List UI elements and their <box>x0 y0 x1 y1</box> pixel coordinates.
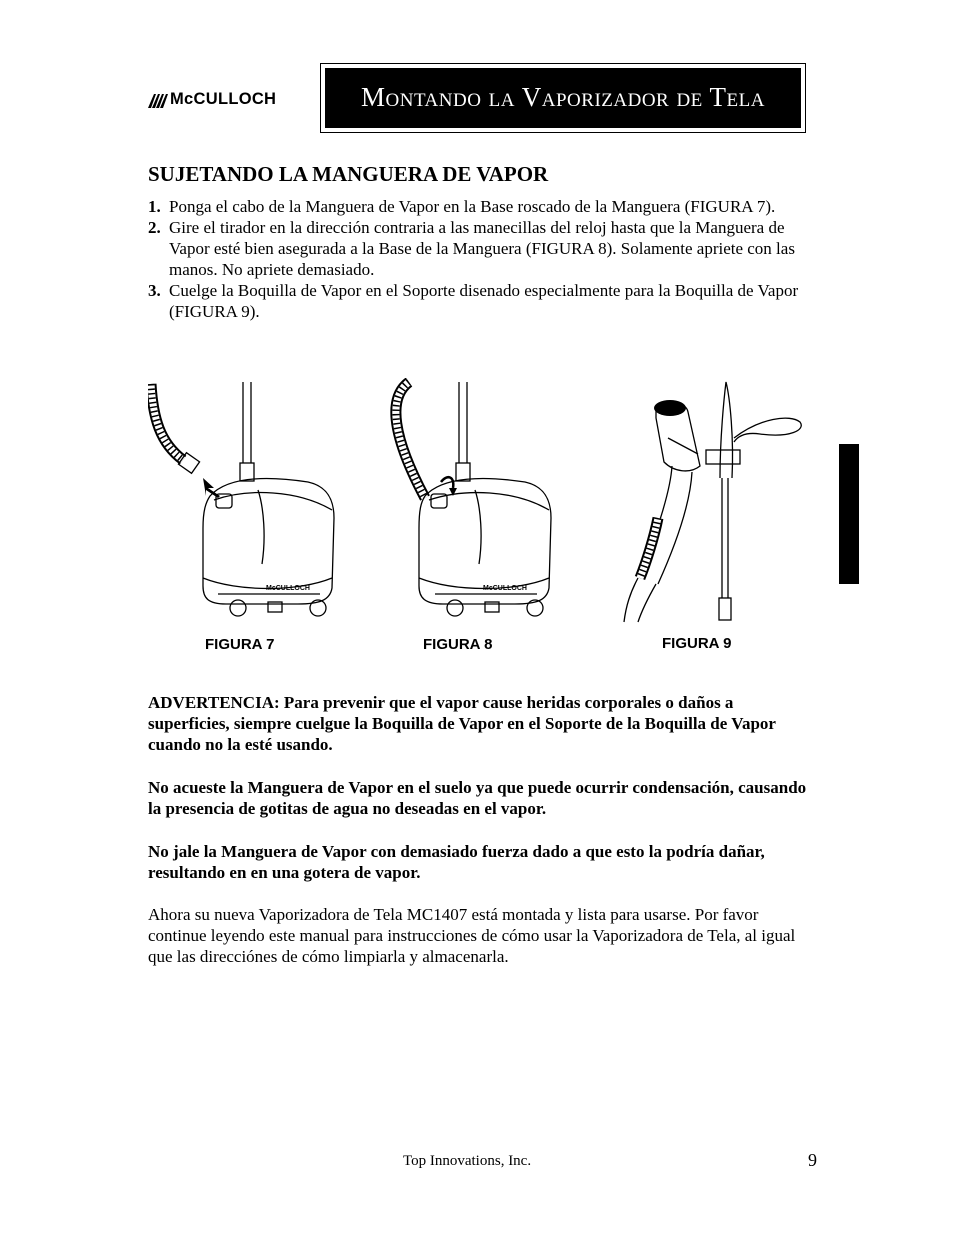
step-number: 1. <box>148 197 161 216</box>
section-tab-marker <box>839 444 859 584</box>
page-title: Montando la Vaporizador de Tela <box>361 82 765 112</box>
steps-list <box>148 196 828 322</box>
closing-paragraph: Ahora su nueva Vaporizadora de Tela MC1407 está montada y lista para usarse. Por favor continue leyendo este manual para instrucciones de cómo usar la Vaporizadora de Tela, al igual que las direcciónes de cómo limpiarla y almacenarla. <box>148 905 796 966</box>
figure-9-label: FIGURA 9 <box>662 635 732 652</box>
figure-8-brand: McCULLOCH <box>483 585 527 592</box>
logo-text: McCULLOCH <box>170 90 277 108</box>
condensation-note: No acueste la Manguera de Vapor en el suelo ya que puede ocurrir condensación, causando la presencia de gotitas de agua no deseadas en el vapor. <box>148 778 807 818</box>
step-text: Gire el tirador en la dirección contraria a las manecillas del reloj hasta que la Manguera de Vapor esté bien asegurada a la Base de la Manguera (FIGURA 8). Solamente apriete con las manos. No apriete demasiado. <box>169 218 795 279</box>
hose-pull-note: No jale la Manguera de Vapor con demasiado fuerza dado a que esto la podría dañar, resultando en en una gotera de vapor. <box>148 842 765 882</box>
figure-8-label: FIGURA 8 <box>423 636 493 653</box>
step-1 <box>148 196 828 217</box>
step-number: 2. <box>148 218 161 237</box>
figure-7-brand: McCULLOCH <box>266 585 310 592</box>
logo-mark-icon <box>148 88 170 110</box>
figure-7-label: FIGURA 7 <box>205 636 275 653</box>
page-number: 9 <box>808 1150 817 1170</box>
step-3 <box>148 280 828 322</box>
figure-9-illustration <box>620 378 810 623</box>
step-2 <box>148 217 828 280</box>
figure-7-illustration <box>148 378 348 623</box>
warning-paragraph: ADVERTENCIA: Para prevenir que el vapor cause heridas corporales o daños a superficies, siempre cuelgue la Boquilla de Vapor en el Soporte de la Boquilla de Vapor cuando no la esté usando. <box>148 693 776 754</box>
mcculloch-logo <box>148 88 310 110</box>
page-title-box <box>320 63 806 133</box>
step-text: Cuelge la Boquilla de Vapor en el Soporte disenado especialmente para la Boquilla de Vapor (FIGURA 9). <box>169 281 799 321</box>
step-text: Ponga el cabo de la Manguera de Vapor en la Base roscado de la Manguera (FIGURA 7). <box>169 197 776 216</box>
figure-8-illustration <box>385 378 565 623</box>
section-heading: SUJETANDO LA MANGUERA DE VAPOR <box>148 162 549 186</box>
title-box-fill <box>325 68 801 128</box>
step-number: 3. <box>148 281 161 300</box>
footer-company: Top Innovations, Inc. <box>403 1153 532 1169</box>
